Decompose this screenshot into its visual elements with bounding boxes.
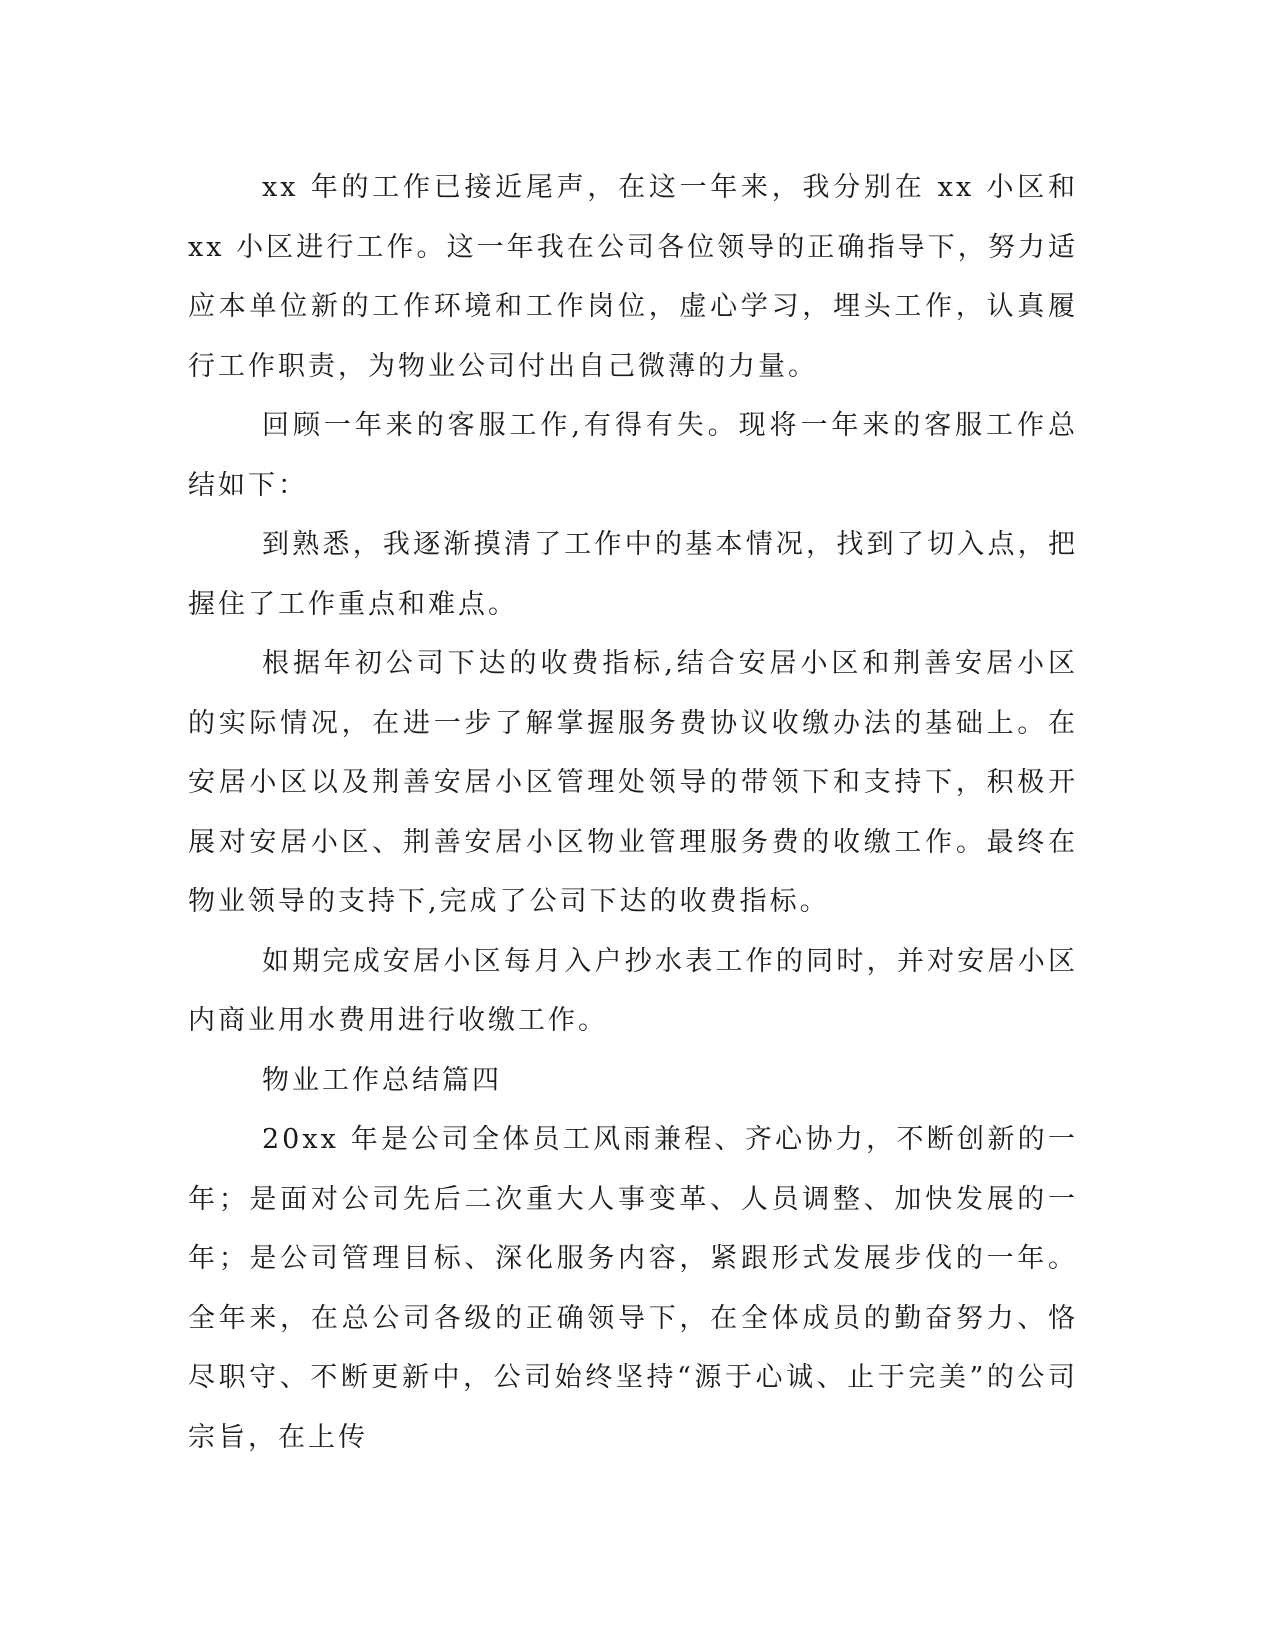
paragraph-familiar: 到熟悉，我逐渐摸清了工作中的基本情况，找到了切入点，把握住了工作重点和难点。 <box>188 529 1078 620</box>
paragraph-year-summary: 20xx 年是公司全体员工风雨兼程、齐心协力，不断创新的一年；是面对公司先后二次重大人事变革、人员调整、加快发展的一年；是公司管理目标、深化服务内容，紧跟形式发展步伐的一年。全年来，在总公司各级的正确领导下，在全体成员的勤奋努力、恪尽职守、不断更新中，公司始终坚持“源于心诚、止于完美”的公司宗旨，在上传 <box>188 1124 1078 1453</box>
document-body <box>188 158 1078 1467</box>
paragraph-water-meter: 如期完成安居小区每月入户抄水表工作的同时，并对安居小区内商业用水费用进行收缴工作。 <box>188 945 1078 1036</box>
paragraph-intro: xx 年的工作已接近尾声，在这一年来，我分别在 xx 小区和 xx 小区进行工作。这一年我在公司各位领导的正确指导下，努力适应本单位新的工作环境和工作岗位，虚心学习，埋头工作，认真履行工作职责，为物业公司付出自己微薄的力量。 <box>188 172 1078 382</box>
paragraph-fee-collection: 根据年初公司下达的收费指标,结合安居小区和荆善安居小区的实际情况，在进一步了解掌握服务费协议收缴办法的基础上。在安居小区以及荆善安居小区管理处领导的带领下和支持下，积极开展对安居小区、荆善安居小区物业管理服务费的收缴工作。最终在物业领导的支持下,完成了公司下达的收费指标。 <box>188 648 1078 917</box>
paragraph-review: 回顾一年来的客服工作,有得有失。现将一年来的客服工作总结如下： <box>188 410 1078 501</box>
section-heading: 物业工作总结篇四 <box>262 1064 502 1096</box>
